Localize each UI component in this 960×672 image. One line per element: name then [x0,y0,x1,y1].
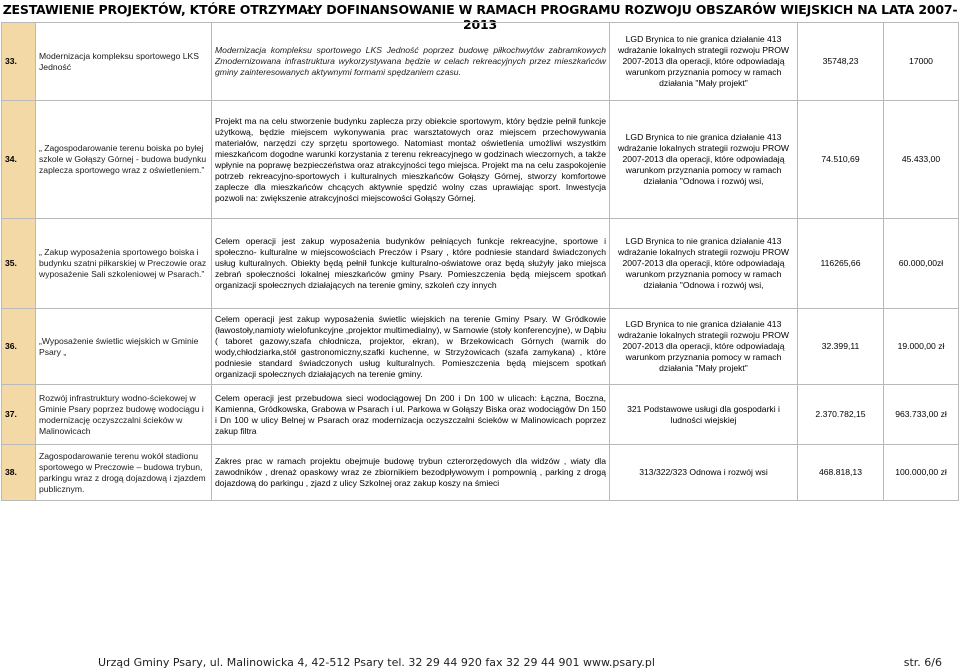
page-title: ZESTAWIENIE PROJEKTÓW, KTÓRE OTRZYMAŁY DOFINANSOWANIE W RAMACH PROGRAMU ROZWOJU OBSZARÓW WIEJSKICH NA LATA 2007-2013 [2,2,958,32]
row-number: 37. [2,385,36,445]
program-measure: LGD Brynica to nie granica działanie 413 wdrażanie lokalnych strategii rozwoju PROW 2007-2013 dla operacji, które odpowiadają warunkom przyznania pomocy w ramach działania "Odnowa i rozwój wsi, [610,101,798,219]
grant-amount: 45.433,00 [884,101,959,219]
project-name: Modernizacja kompleksu sportowego LKS Jedność [36,23,212,101]
total-cost: 74.510,69 [798,101,884,219]
project-name: „ Zakup wyposażenia sportowego boiska i budynku szatni piłkarskiej w Preczowie oraz wyposażenie Sali szkoleniowej w Psarach.” [36,219,212,309]
footer [0,656,960,670]
footer-address: Urząd Gminy Psary, ul. Malinowicka 4, 42-512 Psary tel. 32 29 44 920 fax 32 29 44 901 www.psary.pl [98,656,655,669]
project-description: Projekt ma na celu stworzenie budynku zaplecza przy obiekcie sportowym, który będzie pełnił funkcje użytkową, będzie miejscem wykonywania prac warsztatowych oraz miejscem przechowywania materiałów, narzędzi czy sprzętu sportowego. Natomiast montaż oświetlenia umożliwi wszystkim mieszkańcom dogodne warunki korzystania z terenu rekreacyjnego w godzinach wieczornych, a także wpłynie na poprawę bezpieczeństwa oraz atrakcyjności tego miejsca. Projekt ma na celu zaspokojenie potrzeb rekreacyjno-sportowych i kulturalnych mieszkańców Gołąszy Górnej, stworzy komfortowe zaplecze dla mieszkańców chcących aktywnie spędzić wolny czas uprawiając sport. Inwestycja pozwoli na: zwiększenie atrakcyjności miejscowości Gołąszy Górnej. [212,101,610,219]
program-measure: LGD Brynica to nie granica działanie 413 wdrażanie lokalnych strategii rozwoju PROW 2007-2013 dla operacji, które odpowiadają warunkom przyznania pomocy w ramach działania "Mały projekt" [610,23,798,101]
table-row [2,309,959,385]
program-measure: LGD Brynica to nie granica działanie 413 wdrażanie lokalnych strategii rozwoju PROW 2007-2013 dla operacji, które odpowiadają warunkom przyznania pomocy w ramach działania "Odnowa i rozwój wsi, [610,219,798,309]
total-cost: 2.370.782,15 [798,385,884,445]
project-name: Rozwój infrastruktury wodno-ściekowej w Gminie Psary poprzez budowę wodociągu i modernizację oczyszczalni ścieków w Malinowicach [36,385,212,445]
table-row [2,385,959,445]
table-row [2,101,959,219]
grant-amount: 60.000,00zł [884,219,959,309]
project-description: Celem operacji jest zakup wyposażenia świetlic wiejskich na terenie Gminy Psary. W Gródkowie (ławostoły,namioty wielofunkcyjne ,projektor multimedialny), w Sarnowie (stoły konferencyjne), w Dąbiu ( taboret gazowy,szafa chłodnicza, projektor, ekran), w Brzekowicach Górnych (warnik do wody,chłodziarka,stół gastronomiczny,szafki kuchenne, w Strzyżowicach (szafa zamykana) , które podniesie standard świadczonych usług kulturalnych. Pomieszczenia będą miejscem spotkań organizacji społecznych działających na terenie gminy. [212,309,610,385]
project-name: Zagospodarowanie terenu wokół stadionu sportowego w Preczowie – budowa trybun, parkingu wraz z drogą dojazdową i zjazdem publicznym. [36,445,212,501]
table-row [2,445,959,501]
program-measure: LGD Brynica to nie granica działanie 413 wdrażanie lokalnych strategii rozwoju PROW 2007-2013 dla operacji, które odpowiadają warunkom przyznania pomocy w ramach działania "Mały projekt" [610,309,798,385]
program-measure: 321 Podstawowe usługi dla gospodarki i ludności wiejskiej [610,385,798,445]
grant-amount: 100.000,00 zł [884,445,959,501]
row-number: 33. [2,23,36,101]
total-cost: 116265,66 [798,219,884,309]
project-name: „ Zagospodarowanie terenu boiska po byłej szkole w Gołąszy Górnej - budowa budynku zaplecza sportowego wraz z oświetleniem.” [36,101,212,219]
page-number: str. 6/6 [903,656,942,669]
row-number: 35. [2,219,36,309]
row-number: 36. [2,309,36,385]
total-cost: 468.818,13 [798,445,884,501]
grant-amount: 963.733,00 zł [884,385,959,445]
total-cost: 32.399,11 [798,309,884,385]
project-description: Celem operacji jest przebudowa sieci wodociągowej Dn 200 i Dn 100 w ulicach: Łączna, Boczna, Kamienna, Gródkowska, Grabowa w Psarach i ul. Parkowa w Gołąszy Biska oraz wodociągów Dn 150 i Dn 100 w ulicy Belnej w Psarach oraz modernizacja oczyszczalni ścieków w Malinowicach poprzez zakup filtra [212,385,610,445]
row-number: 38. [2,445,36,501]
grant-amount: 19.000,00 zł [884,309,959,385]
table-row [2,219,959,309]
grant-amount: 17000 [884,23,959,101]
project-description: Modernizacja kompleksu sportowego LKS Jedność poprzez budowę piłkochwytów zabramkowych Zmodernizowana infrastruktura wykorzystywana będzie w celach rekreacyjnych przez mieszkańców gminy zainteresowanych aktywnymi formami spędzaniem czasu. [212,23,610,101]
project-name: „Wyposażenie świetlic wiejskich w Gminie Psary „ [36,309,212,385]
projects-table [1,22,959,501]
project-description: Zakres prac w ramach projektu obejmuje budowę trybun czterorzędowych dla widzów , wiaty dla zawodników , drenaż opaskowy wraz ze zbiornikiem bezodpływowym i pompownią , parking z drogą dojazdową do parkingu , zjazd z ulicy Szkolnej oraz zakup koszy na śmieci [212,445,610,501]
row-number: 34. [2,101,36,219]
total-cost: 35748,23 [798,23,884,101]
project-description: Celem operacji jest zakup wyposażenia budynków pełniących funkcje rekreacyjne, sportowe i społeczno- kulturalne w miejscowościach Preczów i Psary , które podniesie standard świadczonych usług kulturalnych. Obiekty będą pełnił funkcje kulturalno-oświatowe oraz będą służyły jako miejsca zebrań społeczności lokalnej mieszkańców gminy Psary. Pomieszczenia będą miejscem spotkań organizacji społecznych działających na terenie gminy, szkoleń czy innych [212,219,610,309]
program-measure: 313/322/323 Odnowa i rozwój wsi [610,445,798,501]
table-row [2,23,959,101]
